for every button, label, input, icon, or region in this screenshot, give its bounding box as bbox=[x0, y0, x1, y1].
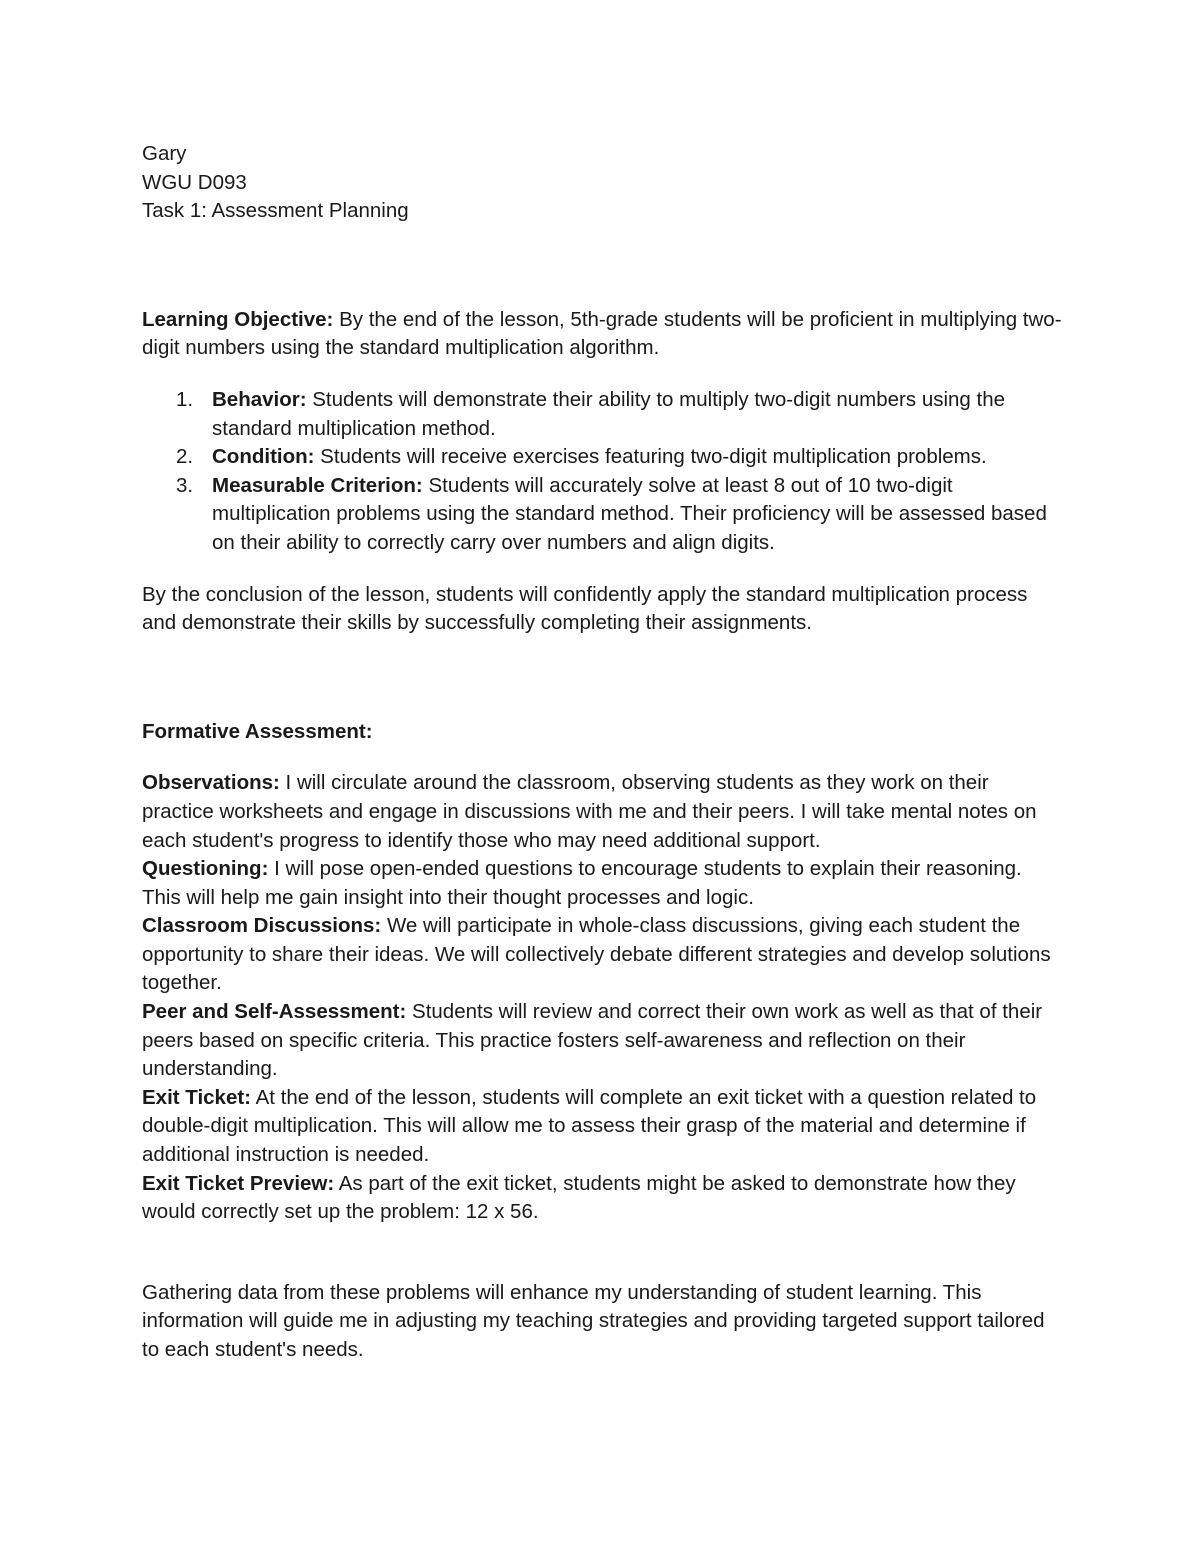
criterion-text: Students will receive exercises featuring two-digit multiplication problems. bbox=[314, 445, 987, 469]
entry-label: Exit Ticket Preview: bbox=[142, 1171, 335, 1195]
entry-observations bbox=[142, 769, 1062, 855]
closing-paragraph: Gathering data from these problems will enhance my understanding of student learning. This information will guide me in adjusting my teaching strategies and providing targeted support tailored to each student's needs. bbox=[142, 1280, 1045, 1361]
formative-entries bbox=[142, 769, 1062, 1227]
entry-text: I will circulate around the classroom, observing students as they work on their practice worksheets and engage in discussions with me and their peers. I will take mental notes on each student's progress to identify those who may need additional support. bbox=[142, 771, 1037, 852]
list-number: 1. bbox=[176, 387, 194, 411]
list-number: 3. bbox=[176, 473, 194, 497]
learning-objective bbox=[142, 306, 1062, 363]
learning-objective-label: Learning Objective: bbox=[142, 307, 334, 331]
entry-text: I will pose open-ended questions to encourage students to explain their reasoning. This will help me gain insight into their thought processes and logic. bbox=[142, 857, 1022, 909]
entry-exit-ticket-preview bbox=[142, 1170, 1062, 1227]
criterion-label: Measurable Criterion: bbox=[212, 473, 423, 497]
entry-questioning bbox=[142, 855, 1062, 912]
objective-criteria-list bbox=[142, 386, 1062, 558]
entry-text: As part of the exit ticket, students might be asked to demonstrate how they would correctly set up the problem: 12 x 56. bbox=[142, 1171, 1016, 1224]
list-item bbox=[142, 443, 1062, 472]
entry-exit-ticket bbox=[142, 1084, 1062, 1170]
list-item bbox=[142, 386, 1062, 443]
document-page bbox=[142, 140, 1062, 1365]
entry-text: We will participate in whole-class discussions, giving each student the opportunity to share their ideas. We will collectively debate different strategies and develop solutions together. bbox=[142, 914, 1051, 995]
entry-label: Peer and Self-Assessment: bbox=[142, 1000, 407, 1024]
conclusion-paragraph: By the conclusion of the lesson, students will confidently apply the standard multiplication process and demonstrate their skills by successfully completing their assignments. bbox=[142, 582, 1028, 635]
entry-label: Questioning: bbox=[142, 857, 269, 881]
criterion-label: Condition: bbox=[212, 445, 315, 469]
entry-label: Classroom Discussions: bbox=[142, 914, 382, 938]
entry-text: Students will review and correct their own work as well as that of their peers based on specific criteria. This practice fosters self-awareness and reflection on their understanding. bbox=[142, 1000, 1043, 1081]
entry-text: At the end of the lesson, students will complete an exit ticket with a question related to double-digit multiplication. This will allow me to assess their grasp of the material and determine if additional instruction is needed. bbox=[142, 1085, 1037, 1167]
formative-heading: Formative Assessment: bbox=[142, 719, 373, 743]
criterion-label: Behavior: bbox=[212, 387, 307, 411]
learning-objective-text: By the end of the lesson, 5th-grade students will be proficient in multiplying two-digit numbers using the standard multiplication algorithm. bbox=[142, 307, 1062, 360]
task-title: Task 1: Assessment Planning bbox=[142, 199, 409, 223]
list-item bbox=[142, 472, 1062, 558]
course-code: WGU D093 bbox=[142, 170, 247, 194]
criterion-text: Students will demonstrate their ability to multiply two-digit numbers using the standard multiplication method. bbox=[212, 387, 1006, 440]
entry-classroom-discussions bbox=[142, 912, 1062, 998]
entry-peer-self-assessment bbox=[142, 998, 1062, 1084]
author-name: Gary bbox=[142, 142, 187, 165]
criterion-text: Students will accurately solve at least 8 out of 10 two-digit multiplication problems using the standard method. Their proficiency will be assessed based on their ability to correctly carry over numbers and align digits. bbox=[212, 473, 1047, 554]
entry-label: Exit Ticket: bbox=[142, 1085, 251, 1109]
list-number: 2. bbox=[176, 445, 194, 469]
entry-label: Observations: bbox=[142, 771, 280, 795]
